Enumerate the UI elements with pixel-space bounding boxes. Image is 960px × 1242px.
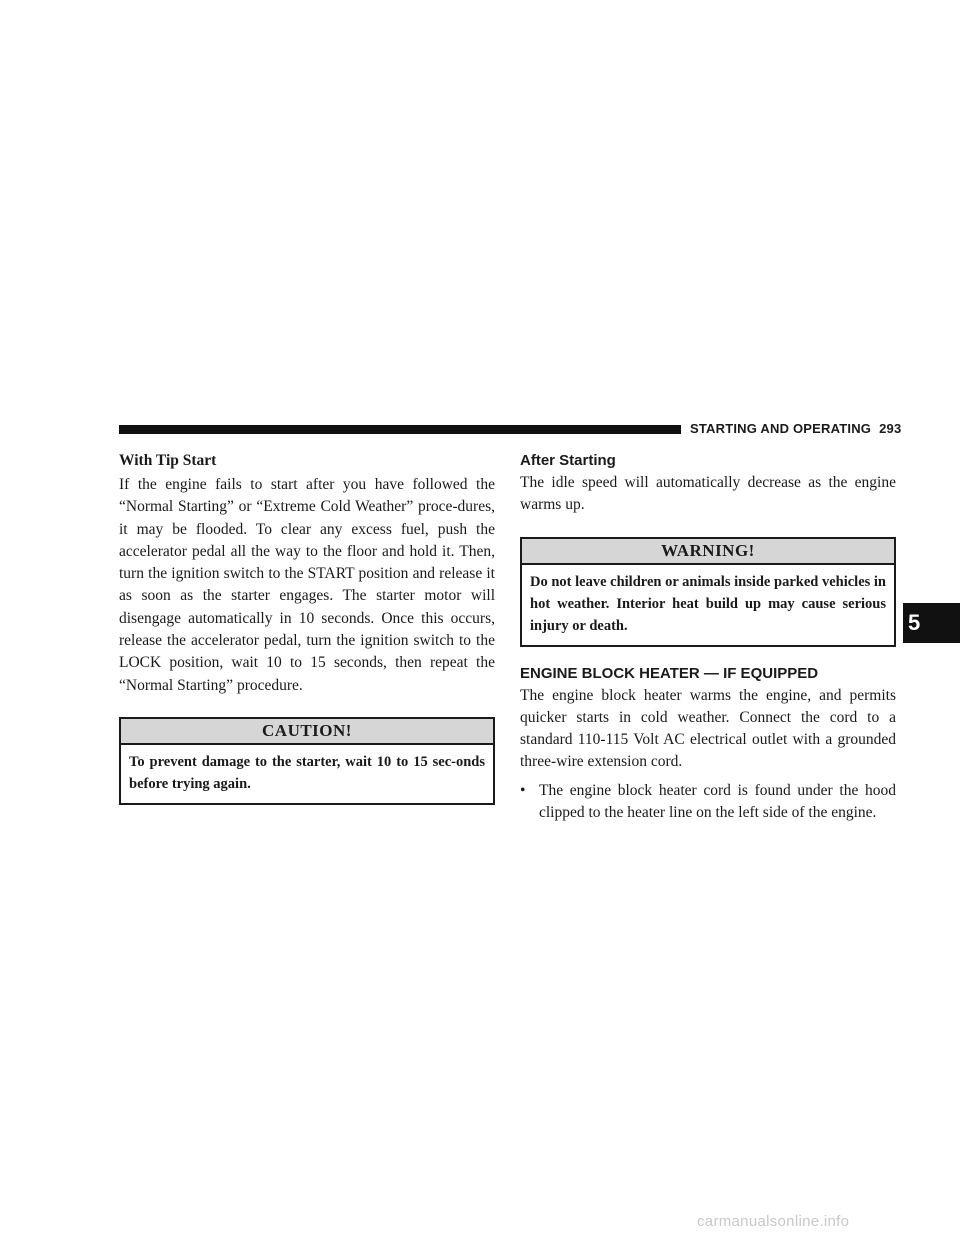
after-starting-heading: After Starting — [520, 452, 616, 469]
watermark: carmanualsonline.info — [697, 1213, 850, 1230]
page-number: 293 — [879, 421, 902, 436]
caution-box — [119, 717, 495, 805]
caution-title: CAUTION! — [121, 719, 493, 745]
chapter-tab[interactable]: 5 — [903, 603, 960, 643]
running-header — [690, 421, 900, 436]
caution-text: To prevent damage to the starter, wait 10 to 15 sec-onds before trying again. — [129, 753, 485, 792]
tip-start-paragraph: If the engine fails to start after you have followed the “Normal Starting” or “Extreme Cold Weather” proce-dures, it may be flooded. To clear any excess fuel, push the accelerator pedal all the way to the floor and hold it. Then, turn the ignition switch to the START position and release it as soon as the starter engages. The starter motor will disengage automatically in 10 seconds. Once this occurs, release the accelerator pedal, turn the ignition switch to the LOCK position, wait 10 to 15 seconds, then repeat the “Normal Starting” procedure. — [119, 476, 495, 694]
right-column — [520, 450, 896, 824]
left-column — [119, 450, 495, 805]
warning-title: WARNING! — [522, 539, 894, 565]
list-item — [520, 780, 896, 825]
engine-block-heater-paragraph: The engine block heater warms the engine, and permits quicker starts in cold weather. Connect the cord to a standard 110-115 Volt AC electrical outlet with a grounded three-wire extension cord. — [520, 686, 896, 771]
header-rule — [119, 425, 681, 434]
after-starting-paragraph: The idle speed will automatically decrease as the engine warms up. — [520, 474, 896, 514]
with-tip-start-heading: With Tip Start — [119, 452, 217, 469]
bullet-icon: • — [520, 781, 526, 799]
section-title: STARTING AND OPERATING — [690, 421, 872, 436]
bullet-text: The engine block heater cord is found under the hood clipped to the heater line on the left side of the engine. — [539, 781, 896, 822]
engine-block-heater-heading: ENGINE BLOCK HEATER — IF EQUIPPED — [520, 664, 819, 682]
warning-text: Do not leave children or animals inside parked vehicles in hot weather. Interior heat build up may cause serious injury or death. — [530, 573, 886, 634]
warning-box — [520, 537, 896, 647]
